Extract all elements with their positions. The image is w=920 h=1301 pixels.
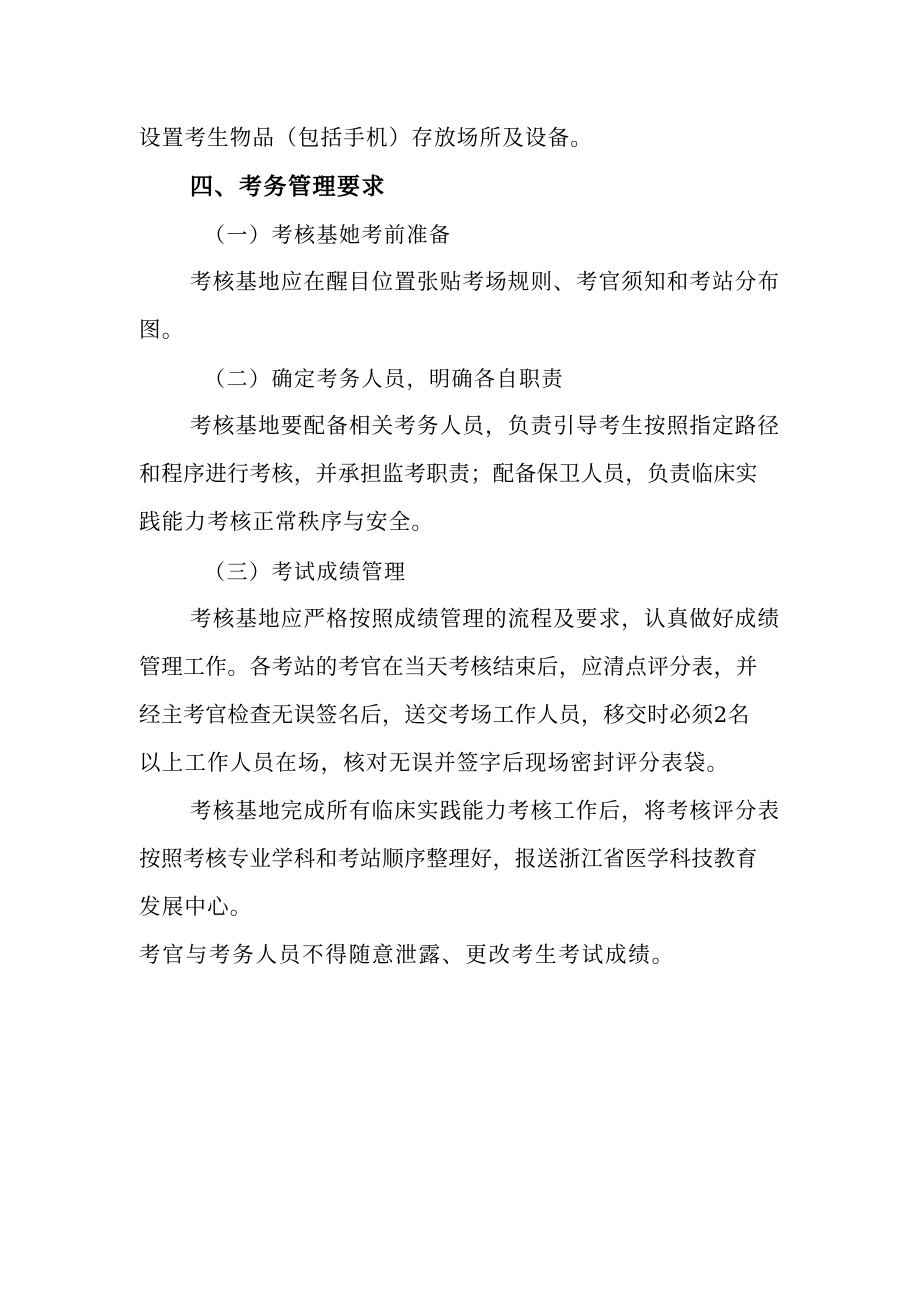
body-line: 经主考官检查无误签名后，送交考场工作人员，移交时必须2名 [139,703,750,728]
body-line: 考官与考务人员不得随意泄露、更改考生考试成绩。 [139,943,675,968]
body-line: 设置考生物品（包括手机）存放场所及设备。 [139,126,594,151]
body-line: 管理工作。各考站的考官在当天考核结束后，应清点评分表，并 [139,655,758,680]
body-line: 践能力考核正常秩序与安全。 [139,510,435,535]
body-line: 按照考核专业学科和考站顺序整理好，报送浙江省医学科技教育 [139,847,758,872]
body-line: 和程序进行考核，并承担监考职责；配备保卫人员，负责临床实 [139,462,758,487]
body-line: 以上工作人员在场，核对无误并签字后现场密封评分表袋。 [139,751,730,776]
body-line: 考核基地完成所有临床实践能力考核工作后，将考核评分表 [190,799,781,824]
body-line: 发展中心。 [139,895,253,920]
subsection-heading: （一）考核基她考前准备 [204,223,452,247]
body-line: 图。 [139,318,185,343]
subsection-heading: （三）考试成绩管理 [204,560,407,584]
section-heading: 四、考务管理要求 [190,174,386,200]
body-line: 考核基地应严格按照成绩管理的流程及要求，认真做好成绩 [190,607,781,632]
body-line: 考核基地要配备相关考务人员，负责引导考生按照指定路径 [190,414,781,439]
subsection-heading: （二）确定考务人员，明确各自职责 [204,367,564,391]
body-line: 考核基地应在醒目位置张贴考场规则、考官须知和考站分布 [190,270,781,295]
